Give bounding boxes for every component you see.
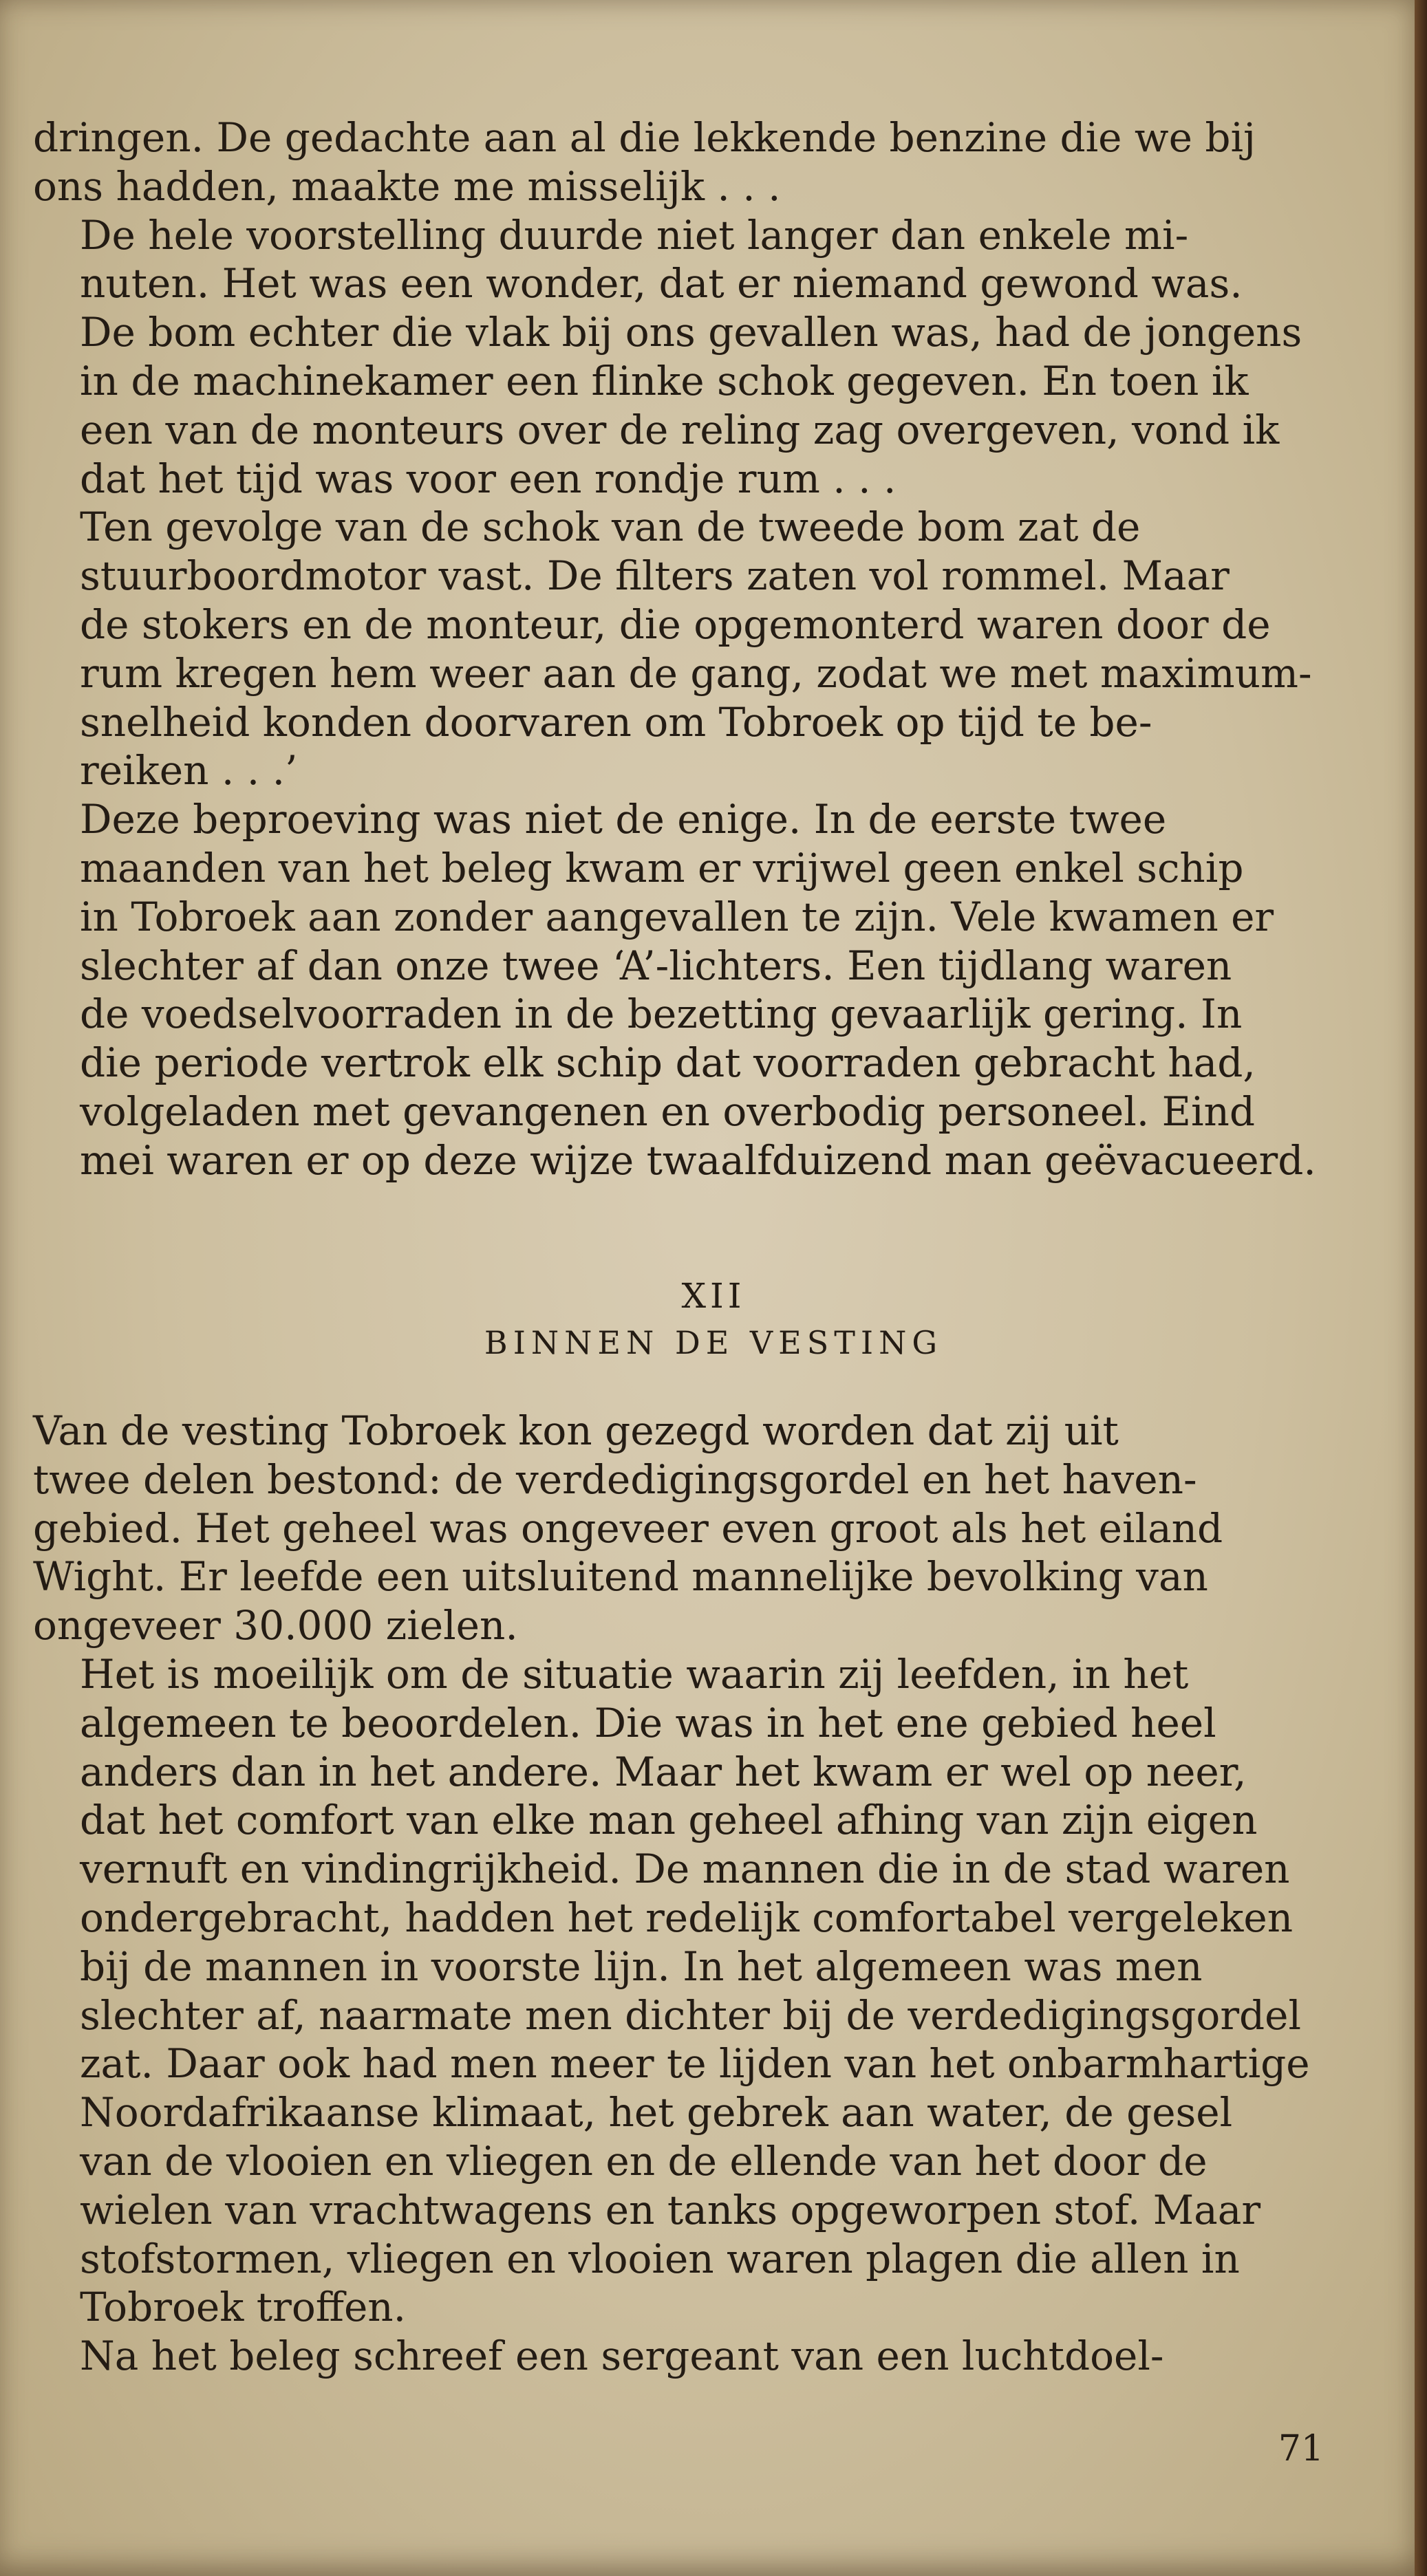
text-line: Deze beproeving was niet de enige. In de eerste twee bbox=[80, 796, 1167, 843]
text-line: slechter af, naarmate men dichter bij de verdedigingsgordel bbox=[80, 1991, 1302, 2039]
paragraph bbox=[33, 211, 1302, 504]
text-line: rum kregen hem weer aan de gang, zodat we met maximum- bbox=[80, 649, 1312, 697]
text-line: Ten gevolge van de schok van de tweede bom zat de bbox=[80, 504, 1141, 551]
text-line: maanden van het beleg kwam er vrijwel geen enkel schip bbox=[80, 844, 1244, 891]
text-line: De bom echter die vlak bij ons gevallen was, had de jongens bbox=[80, 309, 1302, 356]
paragraph bbox=[33, 1407, 1258, 1650]
text-line: anders dan in het andere. Maar het kwam er wel op neer, bbox=[80, 1748, 1247, 1795]
text-line: twee delen bestond: de verdedigingsgordel en het haven- bbox=[33, 1455, 1197, 1503]
text-line: vernuft en vindingrijkheid. De mannen die in de stad waren bbox=[80, 1846, 1290, 1893]
text-line: die periode vertrok elk schip dat voorraden gebracht had, bbox=[80, 1039, 1256, 1087]
text-line: stuurboordmotor vast. De filters zaten vol rommel. Maar bbox=[80, 552, 1230, 600]
text-section-before-chapter bbox=[33, 113, 1316, 1185]
text-line: reiken . . .’ bbox=[80, 747, 298, 794]
text-line: van de vlooien en vliegen en de ellende van het door de bbox=[80, 2137, 1208, 2185]
text-line: Noordafrikaanse klimaat, het gebrek aan water, de gesel bbox=[80, 2089, 1233, 2136]
text-line: Wight. Er leefde een uitsluitend mannelijke bevolking van bbox=[33, 1553, 1208, 1601]
text-line: de stokers en de monteur, die opgemonterd waren door de bbox=[80, 600, 1271, 648]
text-line: een van de monteurs over de reling zag overgeven, vond ik bbox=[80, 406, 1280, 453]
text-line: dat het comfort van elke man geheel afhing van zijn eigen bbox=[80, 1797, 1258, 1844]
chapter-title: BINNEN DE VESTING bbox=[484, 1324, 943, 1361]
text-line: nuten. Het was een wonder, dat er niemand gewond was. bbox=[80, 260, 1243, 307]
text-line: Na het beleg schreef een sergeant van een luchtdoel- bbox=[80, 2333, 1164, 2380]
text-line: de voedselvoorraden in de bezetting gevaarlijk gering. In bbox=[80, 991, 1243, 1038]
text-line: snelheid konden doorvaren om Tobroek op tijd te be- bbox=[80, 698, 1152, 746]
text-section-chapter-body bbox=[33, 1407, 1310, 2381]
text-line: volgeladen met gevangenen en overbodig personeel. Eind bbox=[80, 1087, 1255, 1135]
text-line: slechter af dan onze twee ‘A’-lichters. Een tijdlang waren bbox=[80, 942, 1232, 989]
text-line: dringen. De gedachte aan al die lekkende benzine die we bij bbox=[33, 114, 1256, 161]
text-line: in Tobroek aan zonder aangevallen te zijn. Vele kwamen er bbox=[80, 893, 1274, 940]
text-line: ons hadden, maakte me misselijk . . . bbox=[33, 162, 781, 210]
text-line: zat. Daar ook had men meer te lijden van het onbarmhartige bbox=[80, 2040, 1310, 2088]
text-line: ongeveer 30.000 zielen. bbox=[33, 1602, 518, 1649]
text-line: in de machinekamer een flinke schok gegeven. En toen ik bbox=[80, 357, 1249, 404]
paragraph bbox=[33, 795, 1316, 1184]
page-number: 71 bbox=[1278, 2428, 1324, 2469]
chapter-number: XII bbox=[681, 1276, 746, 1316]
text-line: wielen van vrachtwagens en tanks opgeworpen stof. Maar bbox=[80, 2186, 1261, 2233]
paragraph bbox=[33, 503, 1312, 795]
paragraph bbox=[33, 2332, 1258, 2381]
text-line: Van de vesting Tobroek kon gezegd worden dat zij uit bbox=[33, 1407, 1119, 1454]
text-line: De hele voorstelling duurde niet langer dan enkele mi- bbox=[80, 211, 1189, 259]
text-line: mei waren er op deze wijze twaalfduizend man geëvacueerd. bbox=[80, 1136, 1316, 1184]
text-line: ondergebracht, hadden het redelijk comfortabel vergeleken bbox=[80, 1894, 1294, 1941]
text-line: gebied. Het geheel was ongeveer even groot als het eiland bbox=[33, 1504, 1223, 1552]
text-line: dat het tijd was voor een rondje rum . . . bbox=[80, 455, 897, 502]
text-line: algemeen te beoordelen. Die was in het ene gebied heel bbox=[80, 1699, 1216, 1746]
text-line: bij de mannen in voorste lijn. In het algemeen was men bbox=[80, 1942, 1203, 1990]
text-line: stofstormen, vliegen en vlooien waren plagen die allen in bbox=[80, 2235, 1240, 2282]
paragraph bbox=[33, 113, 1258, 211]
paragraph bbox=[33, 1650, 1310, 2332]
text-line: Tobroek troffen. bbox=[80, 2284, 407, 2331]
text-line: Het is moeilijk om de situatie waarin zij leefden, in het bbox=[80, 1650, 1189, 1698]
